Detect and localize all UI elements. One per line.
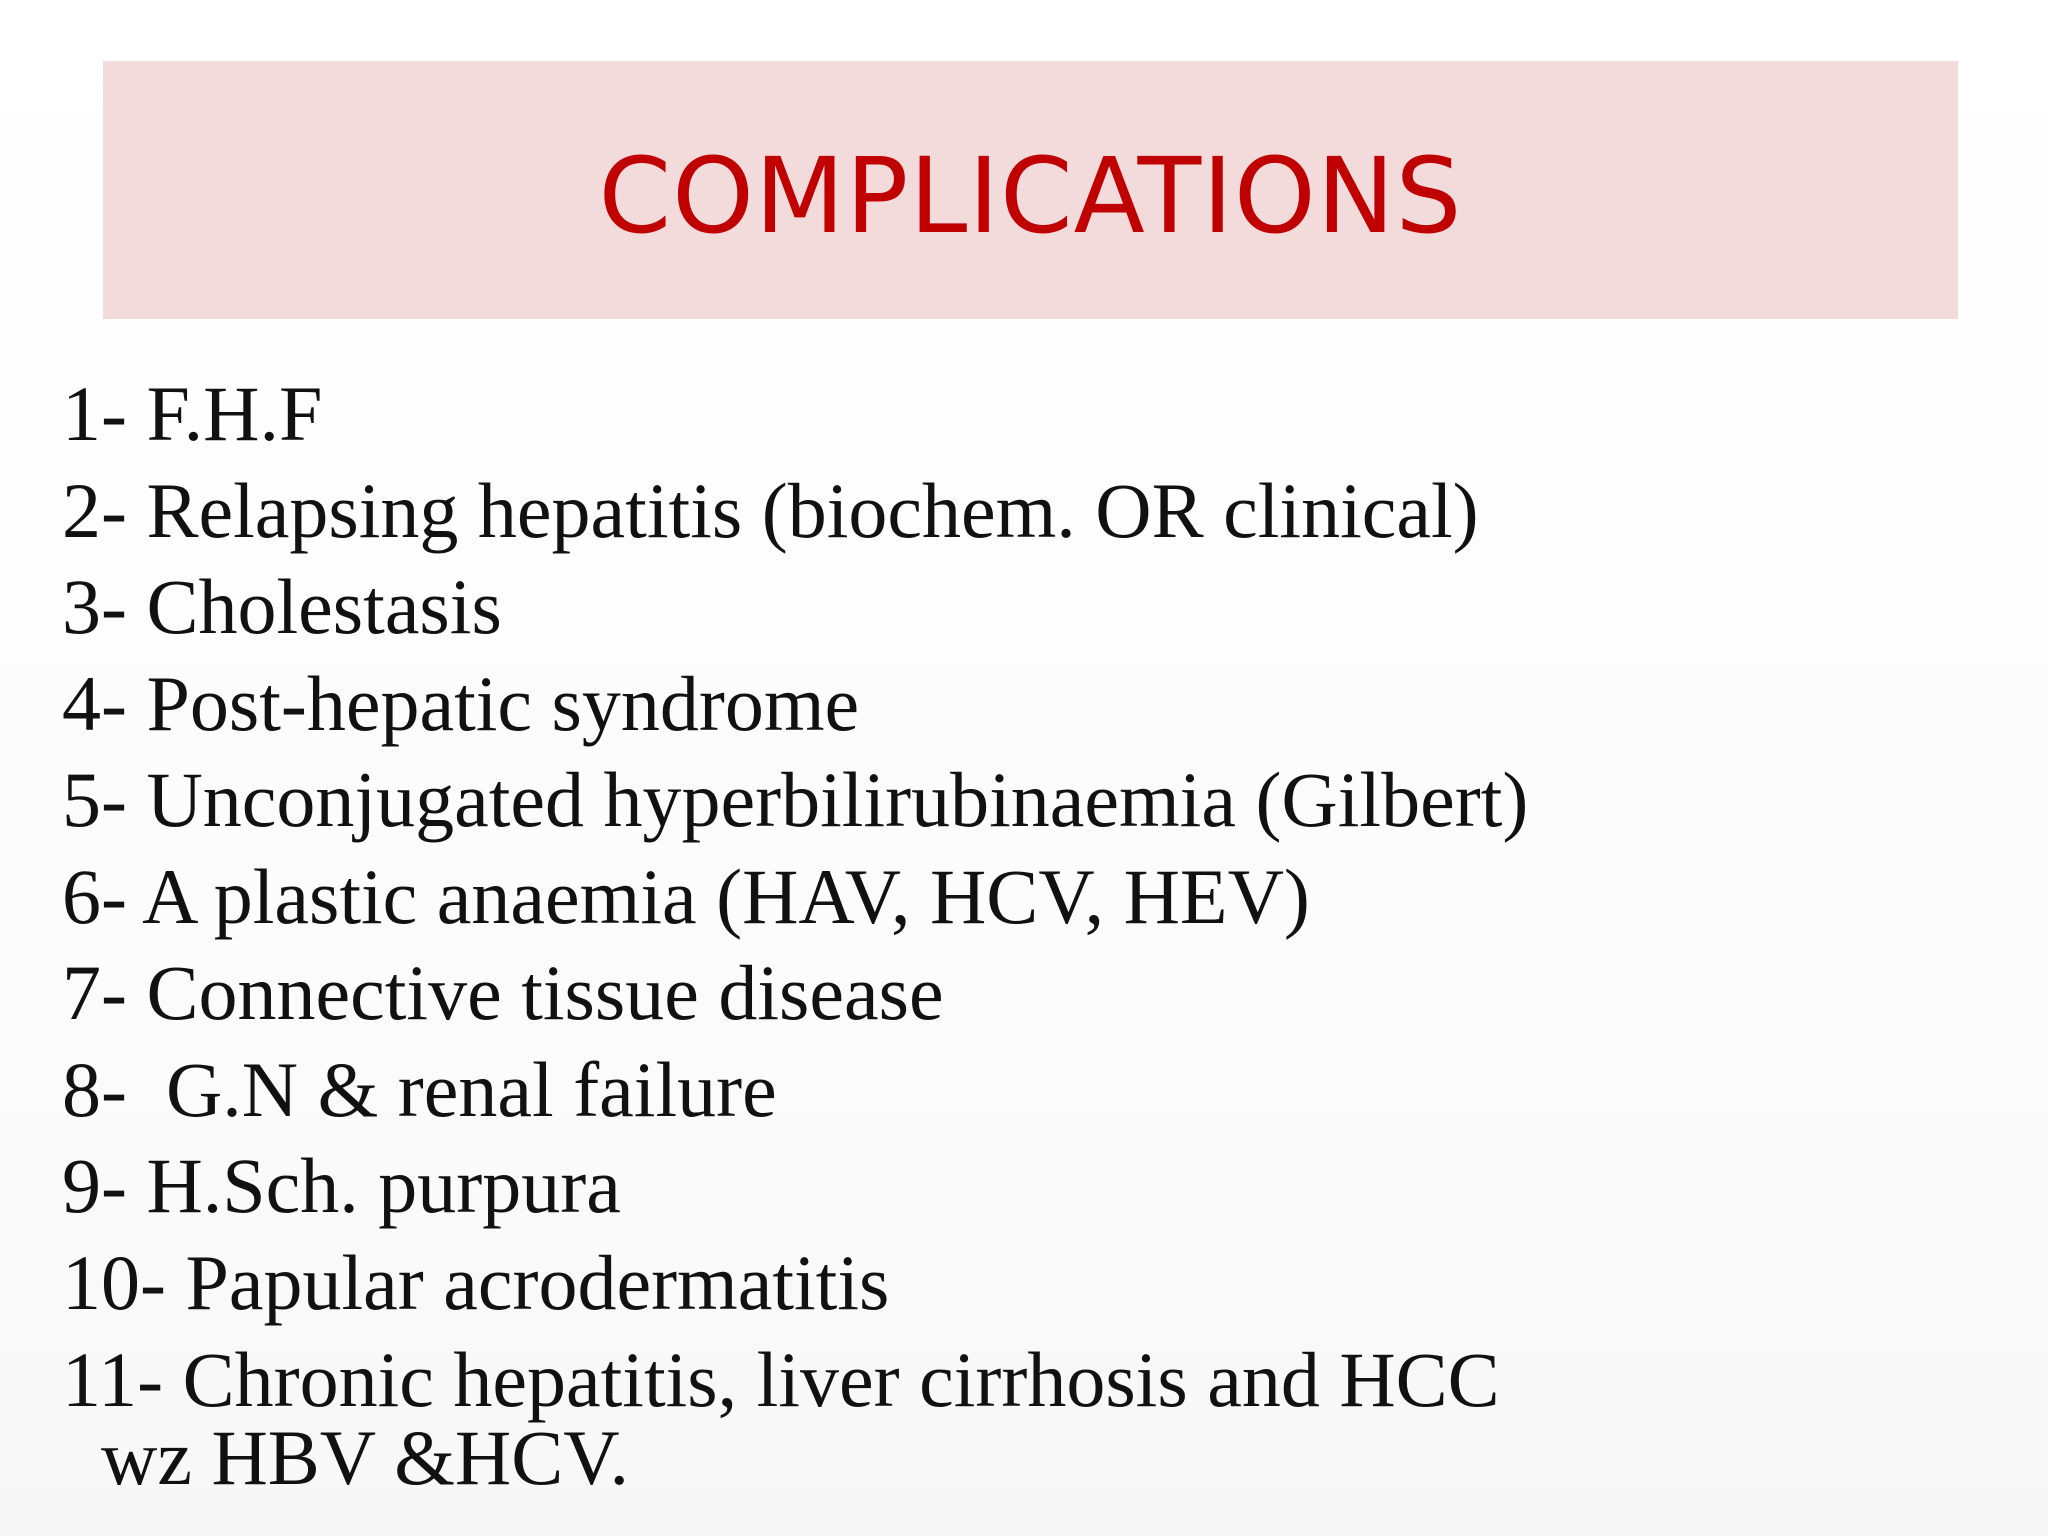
title-band bbox=[103, 61, 1958, 319]
list-item: 9- H.Sch. purpura bbox=[62, 1142, 621, 1229]
list-item: 6- A plastic anaemia (HAV, HCV, HEV) bbox=[62, 852, 1310, 940]
list-item: 8- G.N & renal failure bbox=[62, 1045, 777, 1133]
list-item: 2- Relapsing hepatitis (biochem. OR clinical) bbox=[62, 466, 1479, 554]
list-item: 4- Post-hepatic syndrome bbox=[62, 659, 860, 747]
list-item: 10- Papular acrodermatitis bbox=[62, 1238, 890, 1326]
list-item: 1- F.H.F bbox=[62, 370, 323, 457]
list-item: 11- Chronic hepatitis, liver cirrhosis and HCC wz HBV &HCV. bbox=[62, 1336, 1500, 1501]
list-item: 3- Cholestasis bbox=[62, 563, 502, 650]
list-item: 5- Unconjugated hyperbilirubinaemia (Gilbert) bbox=[62, 756, 1529, 843]
list-item: 7- Connective tissue disease bbox=[62, 949, 944, 1036]
complications-list bbox=[62, 366, 1962, 1501]
slide-title: COMPLICATIONS bbox=[598, 135, 1463, 257]
